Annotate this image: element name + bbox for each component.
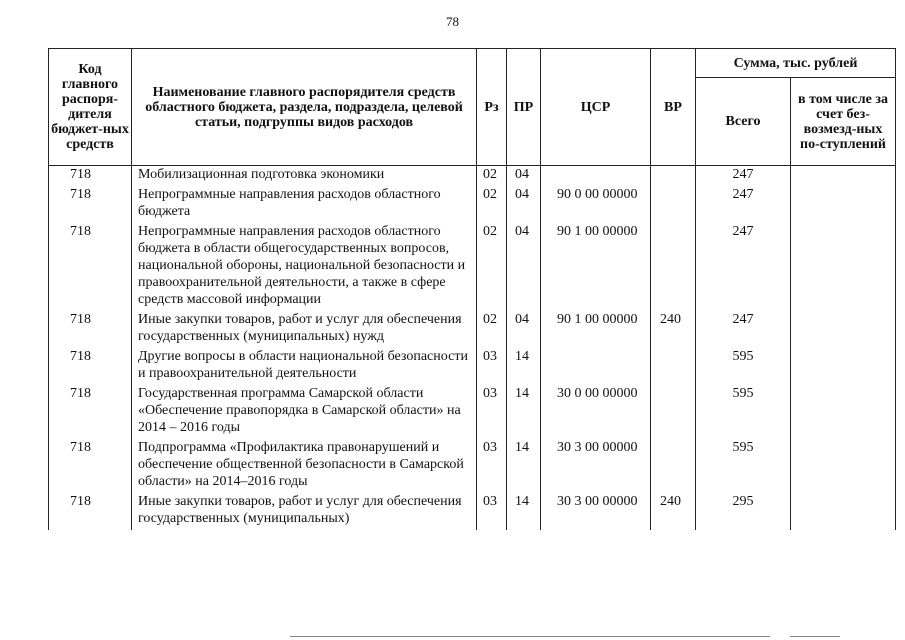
total-cell: 595 bbox=[696, 439, 791, 493]
rz-cell: 03 bbox=[477, 493, 507, 530]
csr-cell: 90 1 00 00000 bbox=[541, 223, 651, 311]
vr-cell bbox=[651, 186, 696, 223]
rz-cell: 02 bbox=[477, 166, 507, 187]
rz-cell: 03 bbox=[477, 348, 507, 385]
table-header bbox=[49, 49, 896, 166]
footer-rule bbox=[290, 636, 770, 637]
code-cell: 718 bbox=[49, 166, 132, 187]
code-cell: 718 bbox=[49, 223, 132, 311]
rz-cell: 03 bbox=[477, 385, 507, 439]
name-cell: Государственная программа Самарской области «Обеспечение правопорядка в Самарской области» на 2014 – 2016 годы bbox=[132, 385, 477, 439]
table-row bbox=[49, 439, 896, 493]
pr-cell: 04 bbox=[507, 223, 541, 311]
grant-cell bbox=[791, 166, 896, 187]
total-cell: 247 bbox=[696, 223, 791, 311]
name-cell: Мобилизационная подготовка экономики bbox=[132, 166, 477, 187]
pr-cell: 14 bbox=[507, 385, 541, 439]
grant-cell bbox=[791, 385, 896, 439]
csr-cell bbox=[541, 166, 651, 187]
code-cell: 718 bbox=[49, 186, 132, 223]
name-cell: Подпрограмма «Профилактика правонарушений и обеспечение общественной безопасности в Самарской области» на 2014–2016 годы bbox=[132, 439, 477, 493]
header-total: Всего bbox=[696, 78, 791, 166]
total-cell: 247 bbox=[696, 166, 791, 187]
rz-cell: 02 bbox=[477, 223, 507, 311]
header-csr: ЦСР bbox=[541, 49, 651, 166]
csr-cell: 90 1 00 00000 bbox=[541, 311, 651, 348]
total-cell: 595 bbox=[696, 348, 791, 385]
table-body bbox=[49, 166, 896, 531]
header-name: Наименование главного распорядителя средств областного бюджета, раздела, подраздела, целевой статьи, подгруппы видов расходов bbox=[132, 49, 477, 166]
footer-rule bbox=[790, 636, 840, 637]
pr-cell: 14 bbox=[507, 493, 541, 530]
rz-cell: 03 bbox=[477, 439, 507, 493]
header-vr: ВР bbox=[651, 49, 696, 166]
csr-cell: 90 0 00 00000 bbox=[541, 186, 651, 223]
total-cell: 247 bbox=[696, 311, 791, 348]
name-cell: Непрограммные направления расходов областного бюджета в области общегосударственных вопросов, национальной обороны, национальной безопасности и правоохранительной деятельности, а также в сфере средств массовой информации bbox=[132, 223, 477, 311]
header-pr: ПР bbox=[507, 49, 541, 166]
vr-cell bbox=[651, 348, 696, 385]
code-cell: 718 bbox=[49, 311, 132, 348]
header-sum: Сумма, тыс. рублей bbox=[696, 49, 896, 78]
total-cell: 295 bbox=[696, 493, 791, 530]
pr-cell: 04 bbox=[507, 186, 541, 223]
name-cell: Другие вопросы в области национальной безопасности и правоохранительной деятельности bbox=[132, 348, 477, 385]
vr-cell bbox=[651, 385, 696, 439]
vr-cell bbox=[651, 166, 696, 187]
grant-cell bbox=[791, 311, 896, 348]
page-number: 78 bbox=[446, 14, 459, 29]
pr-cell: 04 bbox=[507, 166, 541, 187]
code-cell: 718 bbox=[49, 385, 132, 439]
header-rz: Рз bbox=[477, 49, 507, 166]
header-code: Код главного распоря-дителя бюджет-ных средств bbox=[49, 49, 132, 166]
table-row bbox=[49, 166, 896, 187]
grant-cell bbox=[791, 493, 896, 530]
grant-cell bbox=[791, 223, 896, 311]
budget-table bbox=[48, 48, 896, 530]
table-row bbox=[49, 385, 896, 439]
table-row bbox=[49, 186, 896, 223]
table-row bbox=[49, 493, 896, 530]
name-cell: Иные закупки товаров, работ и услуг для обеспечения государственных (муниципальных) нужд bbox=[132, 311, 477, 348]
csr-cell bbox=[541, 348, 651, 385]
csr-cell: 30 3 00 00000 bbox=[541, 493, 651, 530]
vr-cell: 240 bbox=[651, 493, 696, 530]
total-cell: 595 bbox=[696, 385, 791, 439]
grant-cell bbox=[791, 439, 896, 493]
rz-cell: 02 bbox=[477, 311, 507, 348]
pr-cell: 04 bbox=[507, 311, 541, 348]
grant-cell bbox=[791, 186, 896, 223]
code-cell: 718 bbox=[49, 439, 132, 493]
vr-cell bbox=[651, 223, 696, 311]
csr-cell: 30 0 00 00000 bbox=[541, 385, 651, 439]
pr-cell: 14 bbox=[507, 348, 541, 385]
vr-cell: 240 bbox=[651, 311, 696, 348]
csr-cell: 30 3 00 00000 bbox=[541, 439, 651, 493]
header-grant: в том числе за счет без-возмезд-ных по-ступлений bbox=[791, 78, 896, 166]
rz-cell: 02 bbox=[477, 186, 507, 223]
table-row bbox=[49, 348, 896, 385]
code-cell: 718 bbox=[49, 348, 132, 385]
pr-cell: 14 bbox=[507, 439, 541, 493]
vr-cell bbox=[651, 439, 696, 493]
name-cell: Непрограммные направления расходов областного бюджета bbox=[132, 186, 477, 223]
name-cell: Иные закупки товаров, работ и услуг для обеспечения государственных (муниципальных) bbox=[132, 493, 477, 530]
table-row bbox=[49, 223, 896, 311]
table-row bbox=[49, 311, 896, 348]
code-cell: 718 bbox=[49, 493, 132, 530]
grant-cell bbox=[791, 348, 896, 385]
total-cell: 247 bbox=[696, 186, 791, 223]
